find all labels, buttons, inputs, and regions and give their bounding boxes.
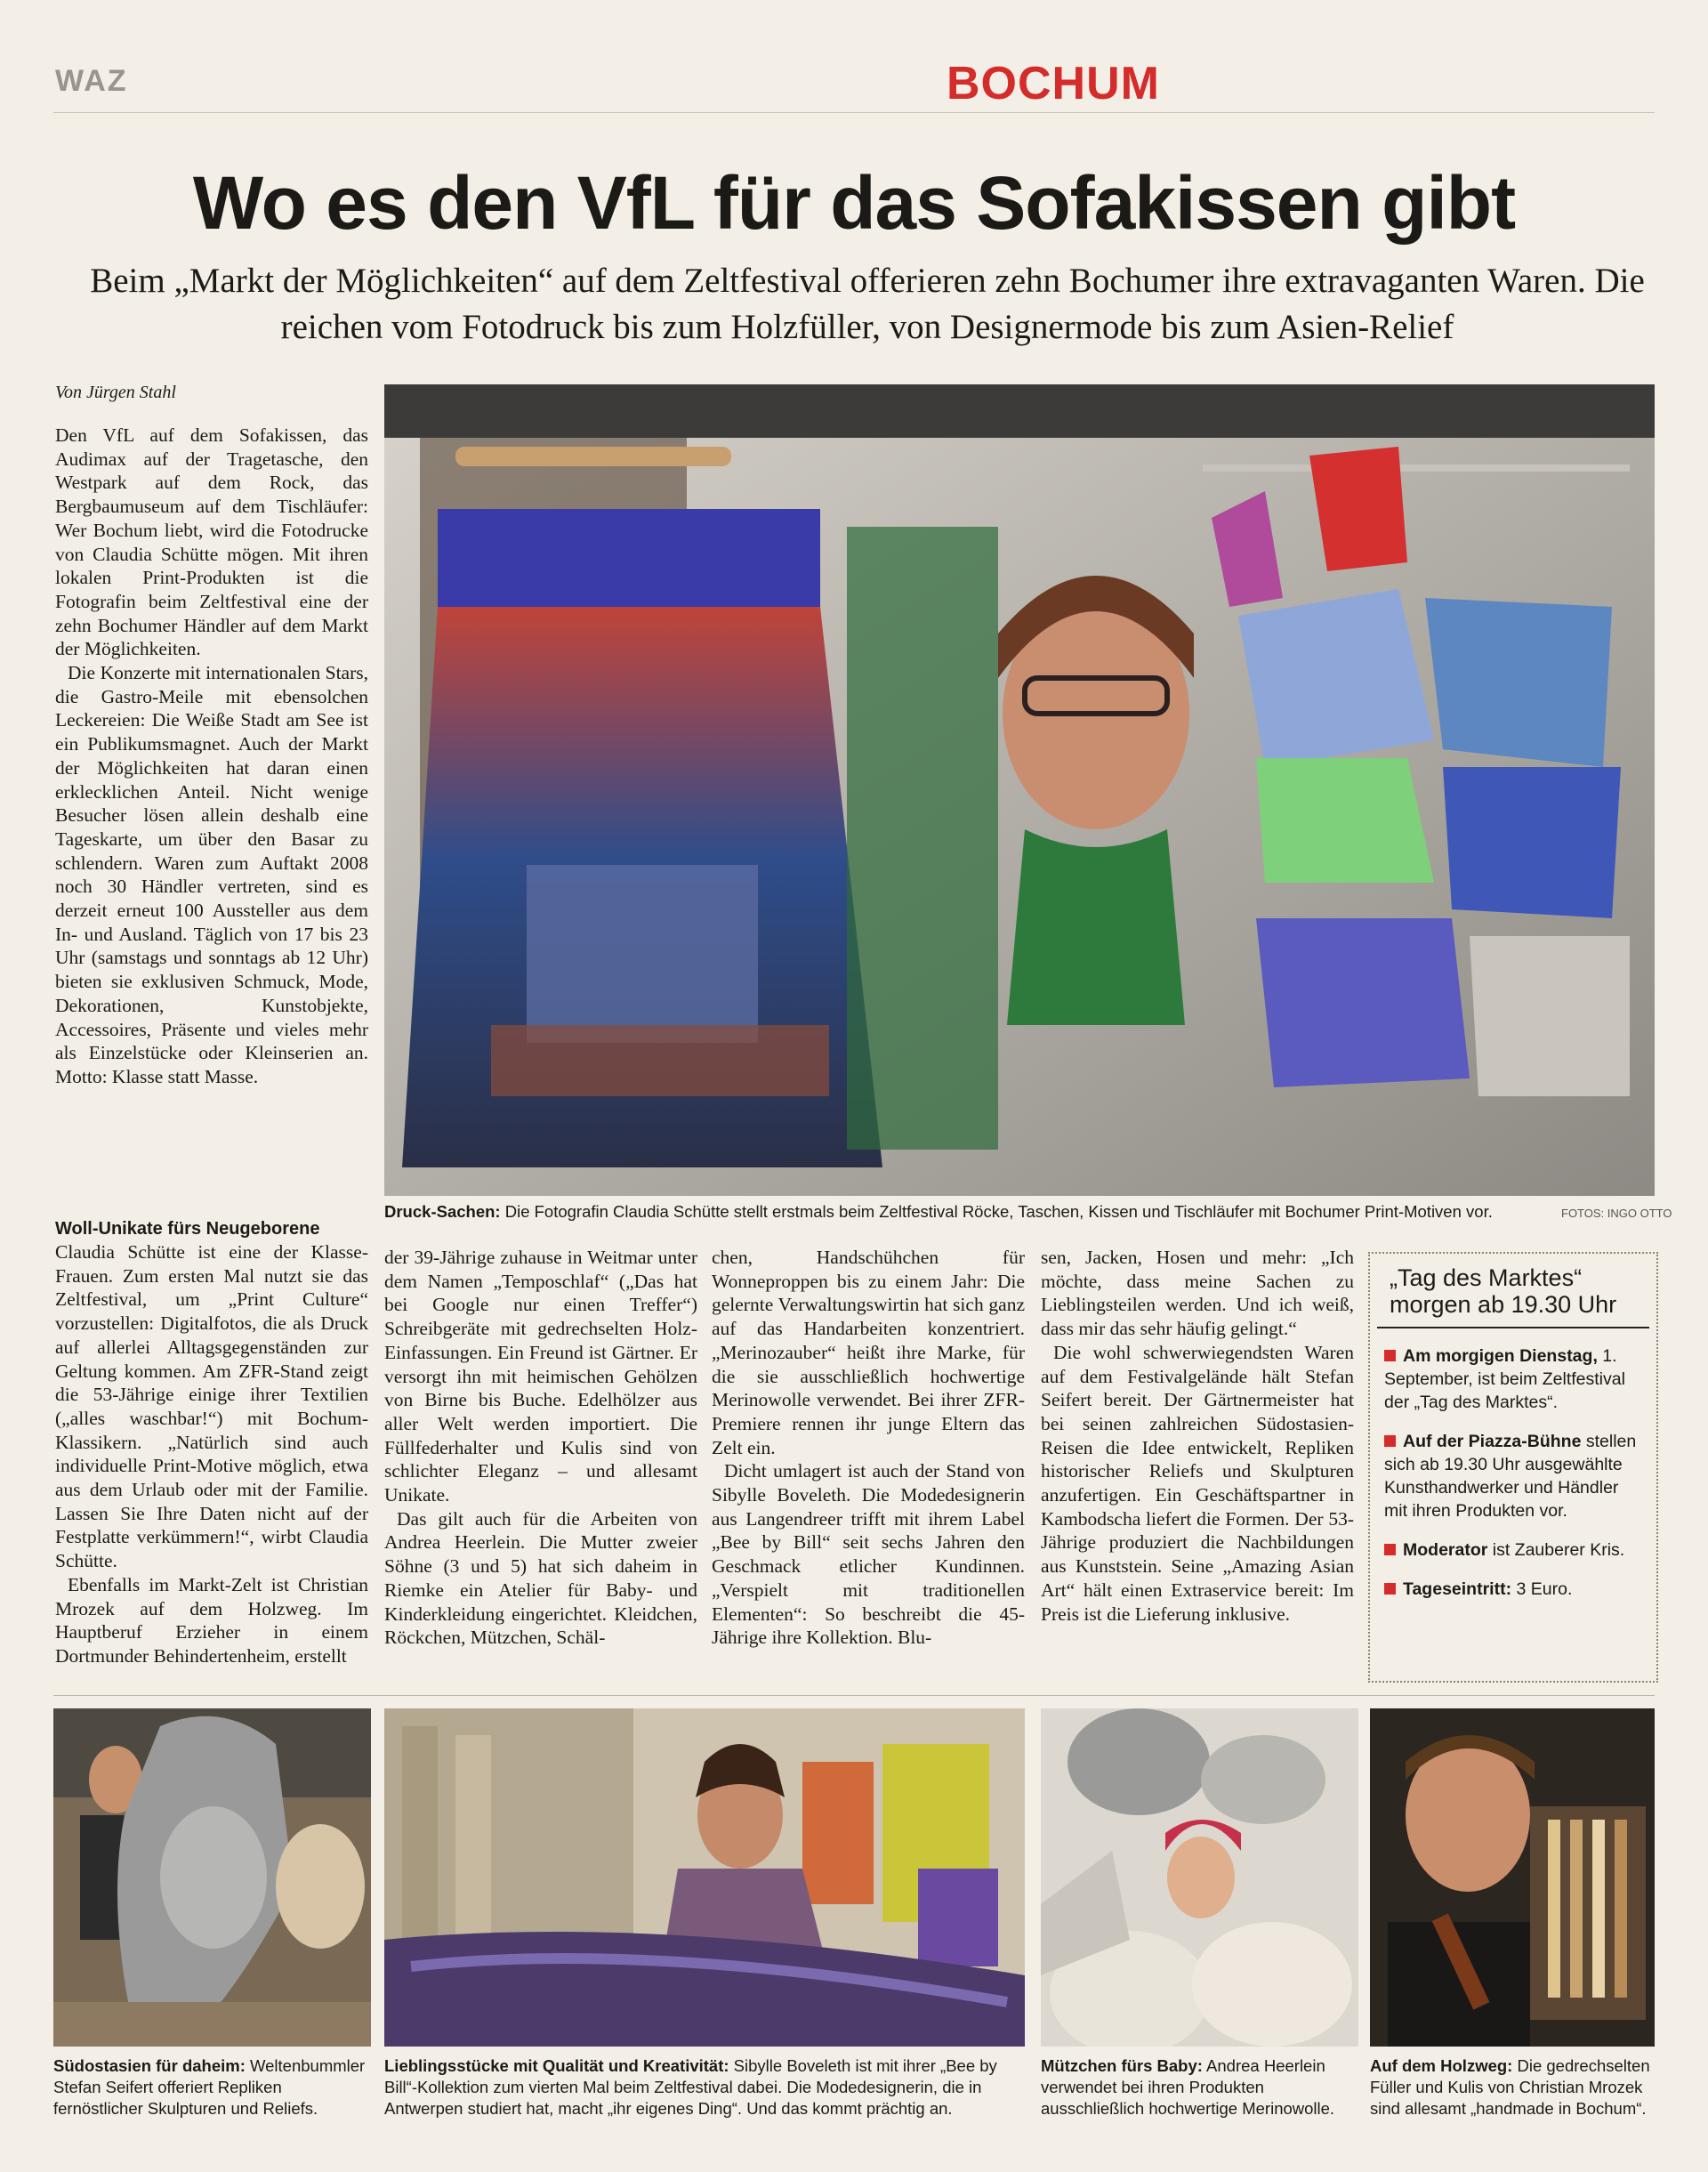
paragraph: Die wohl schwerwiegendsten Waren auf dem Festivalgelände hält Stefan Seifert bereit. Der Gärtnermeister hat bei seinen zahlreichen Südostasien-Reisen die Idee entwickelt, Repliken historischer Reliefs und Skulpturen anzufertigen. Ein Geschäftspartner in Kambodscha liefert die Formen. Der 53-Jährige produziert die Nachbildungen aus Kunststein. Seine „Amazing Asian Art“ hält einen Extraservice bereit: Im Preis ist die Lieferung inklusive.	[1041, 1341, 1354, 1625]
byline: Von Jürgen Stahl	[55, 383, 176, 402]
article-column-4	[1041, 1246, 1354, 1626]
paragraph: Claudia Schütte ist eine der Klasse-Frauen. Zum ersten Mal nutzt sie das Zeltfestival, um „Print Culture“ vorzustellen: Digitalfotos, die als Druck auf allerlei Alltagsgegenständen zur Geltung kommen. Am ZFR-Stand zeigt die 53-Jährige einige ihrer Textilien („alles waschbar!“) mit Bochum-Klassikern. „Natürlich sind auch individuelle Print-Motive möglich, etwa aus dem Urlaub oder mit der Familie. Lassen Sie Ihre Daten nicht auf der Festplatte verkümmern!“, wirbt Claudia Schütte.	[55, 1241, 368, 1572]
red-square-icon	[1384, 1544, 1396, 1555]
bottom-photo-2	[384, 1708, 1025, 2047]
info-box	[1368, 1252, 1658, 1683]
red-square-icon	[1384, 1350, 1396, 1361]
paragraph: Dicht umlagert ist auch der Stand von Sibylle Boveleth. Die Modedesignerin aus Langendreer trifft mit ihrem Label „Bee by Bill“ seit sechs Jahren den Geschmack etlicher Kundinnen. „Verspielt mit traditionellen Elementen“: So beschreibt die 45-Jährige ihre Kollektion. Blu-	[712, 1460, 1025, 1649]
masthead-paper: WAZ	[55, 64, 128, 98]
caption-bold: Druck-Sachen:	[384, 1202, 501, 1221]
bottom-photo-3	[1041, 1708, 1358, 2047]
bottom-caption-4: Auf dem Holzweg: Die gedrechselten Füller und Kulis von Christian Mrozek sind allesamt „handmade in Bochum“.	[1370, 2056, 1650, 2118]
main-photo-caption	[384, 1201, 1505, 1223]
info-box-item: Tageseintritt: 3 Euro.	[1384, 1578, 1642, 1601]
article-column-3	[712, 1246, 1025, 1650]
headline: Wo es den VfL für das Sofakissen gibt	[192, 161, 1516, 245]
paragraph: Ebenfalls im Markt-Zelt ist Christian Mrozek auf dem Holzweg. Im Hauptberuf Erzieher in einem Dortmunder Behindertenheim, erstellt	[55, 1573, 368, 1667]
buddha-relief-image	[53, 1708, 371, 2047]
main-photo-image	[384, 384, 1655, 1196]
red-square-icon	[1384, 1435, 1396, 1447]
paragraph: der 39-Jährige zuhause in Weitmar unter dem Namen „Temposchlaf“ („Das hat bei Google nur einen Treffer“) Schreibgeräte mit gedrechselten Holz-Einfassungen. Ein Freund ist Gärtner. Er versorgt ihn mit heimischen Gehölzen von Birne bis Buche. Edelhölzer aus aller Welt werden importiert. Die Füllfederhalter und Kulis sind von schlichter Eleganz – und allesamt Unikate.	[384, 1247, 697, 1506]
divider	[53, 1695, 1655, 1696]
section-title: BOCHUM	[947, 58, 1160, 109]
bottom-photo-4	[1370, 1708, 1655, 2047]
paragraph: sen, Jacken, Hosen und mehr: „Ich möchte, dass meine Sachen zu Lieblingsteilen werden. Und ich weiß, dass mir das sehr häufig gelingt.“	[1041, 1247, 1354, 1340]
photo-credit: FOTOS: INGO OTTO	[1561, 1207, 1672, 1220]
info-box-item: Auf der Piazza-Bühne stellen sich ab 19.30 Uhr ausgewählte Kunsthandwerker und Händler mit ihren Produkten vor.	[1384, 1432, 1637, 1521]
subheading: Woll-Unikate fürs Neugeborene	[55, 1219, 320, 1239]
bottom-photo-1	[53, 1708, 371, 2047]
article-column-1-continued	[55, 1217, 368, 1668]
paragraph: Das gilt auch für die Arbeiten von Andrea Heerlein. Die Mutter zweier Söhne (3 und 5) hat sich daheim in Riemke ein Atelier für Baby- und Kinderkleidung eingerichtet. Kleidchen, Röckchen, Mützchen, Schäl-	[384, 1507, 697, 1649]
bottom-caption-1: Südostasien für daheim: Weltenbummler Stefan Seifert offeriert Repliken fernöstlicher Skulpturen und Reliefs.	[53, 2056, 366, 2118]
article-column-2	[384, 1246, 697, 1650]
paragraph: Die Konzerte mit internationalen Stars, die Gastro-Meile mit ebensolchen Leckereien: Die Weiße Stadt am See ist ein Publikumsmagnet. Auch der Markt der Möglichkeiten hat daran einen erklecklichen Anteil. Nicht wenige Besucher lösen allein deshalb eine Tageskarte, um über den Basar zu schlendern. Waren zum Auftakt 2008 noch 30 Händler vertreten, sind es derzeit erneut 100 Aussteller aus dem In- und Ausland. Täglich von 17 bis 23 Uhr (samstags und sonntags ab 12 Uhr) bieten sie exklusiven Schmuck, Mode, Dekorationen, Kunstobjekte, Accessoires, Präsente und vieles mehr als Einzelstücke oder Kleinserien an. Motto: Klasse statt Masse.	[55, 662, 368, 1087]
fashion-stand-image	[384, 1708, 1025, 2047]
baby-hats-image	[1041, 1708, 1358, 2047]
info-box-item: Am morgigen Dienstag, 1. September, ist beim Zeltfestival der „Tag des Marktes“.	[1384, 1346, 1625, 1412]
pens-image	[1370, 1708, 1655, 2047]
main-photo	[384, 384, 1655, 1196]
paragraph: Den VfL auf dem Sofakissen, das Audimax auf der Tragetasche, den Westpark auf dem Rock, das Bergbaumuseum auf dem Tischläufer: Wer Bochum liebt, wird die Fotodrucke von Claudia Schütte mögen. Mit ihren lokalen Print-Produkten ist die Fotografin beim Zeltfestival eine der zehn Bochumer Händler auf dem Markt der Möglichkeiten.	[55, 424, 368, 660]
top-divider	[53, 112, 1655, 113]
bottom-caption-2: Lieblingsstücke mit Qualität und Kreativität: Sibylle Boveleth ist mit ihrer „Bee by Bill“-Kollektion zum vierten Mal beim Zeltfestival dabei. Die Modedesignerin, die in Antwerpen studiert hat, macht „ihr eigenes Ding“. Und das kommt prächtig an.	[384, 2056, 997, 2118]
caption-text: Die Fotografin Claudia Schütte stellt erstmals beim Zeltfestival Röcke, Taschen, Kissen und Tischläufer mit Bochumer Print-Motiven vor.	[500, 1202, 1493, 1221]
bottom-caption-3: Mützchen fürs Baby: Andrea Heerlein verwendet bei ihren Produkten ausschließlich hochwertige Merinowolle.	[1041, 2056, 1335, 2118]
info-box-item: Moderator ist Zauberer Kris.	[1384, 1538, 1642, 1562]
info-box-title: „Tag des Marktes“ morgen ab 19.30 Uhr	[1377, 1254, 1649, 1328]
paragraph: chen, Handschühchen für Wonneproppen bis zu einem Jahr: Die gelernte Verwaltungswirtin hat sich ganz auf das Handarbeiten konzentriert. „Merinozauber“ heißt ihre Marke, für die sie ausschließlich hochwertige Merinowolle verwendet. Bei ihrer ZFR-Premiere rennen ihr junge Eltern das Zelt ein.	[712, 1247, 1025, 1458]
red-square-icon	[1384, 1583, 1396, 1595]
subhead: Beim „Markt der Möglichkeiten“ auf dem Zeltfestival offerieren zehn Bochumer ihre extravaganten Waren. Die reichen vom Fotodruck bis zum Holzfüller, von Designermode bis zum Asien-Relief	[90, 262, 1645, 346]
article-column-1	[55, 424, 368, 1089]
